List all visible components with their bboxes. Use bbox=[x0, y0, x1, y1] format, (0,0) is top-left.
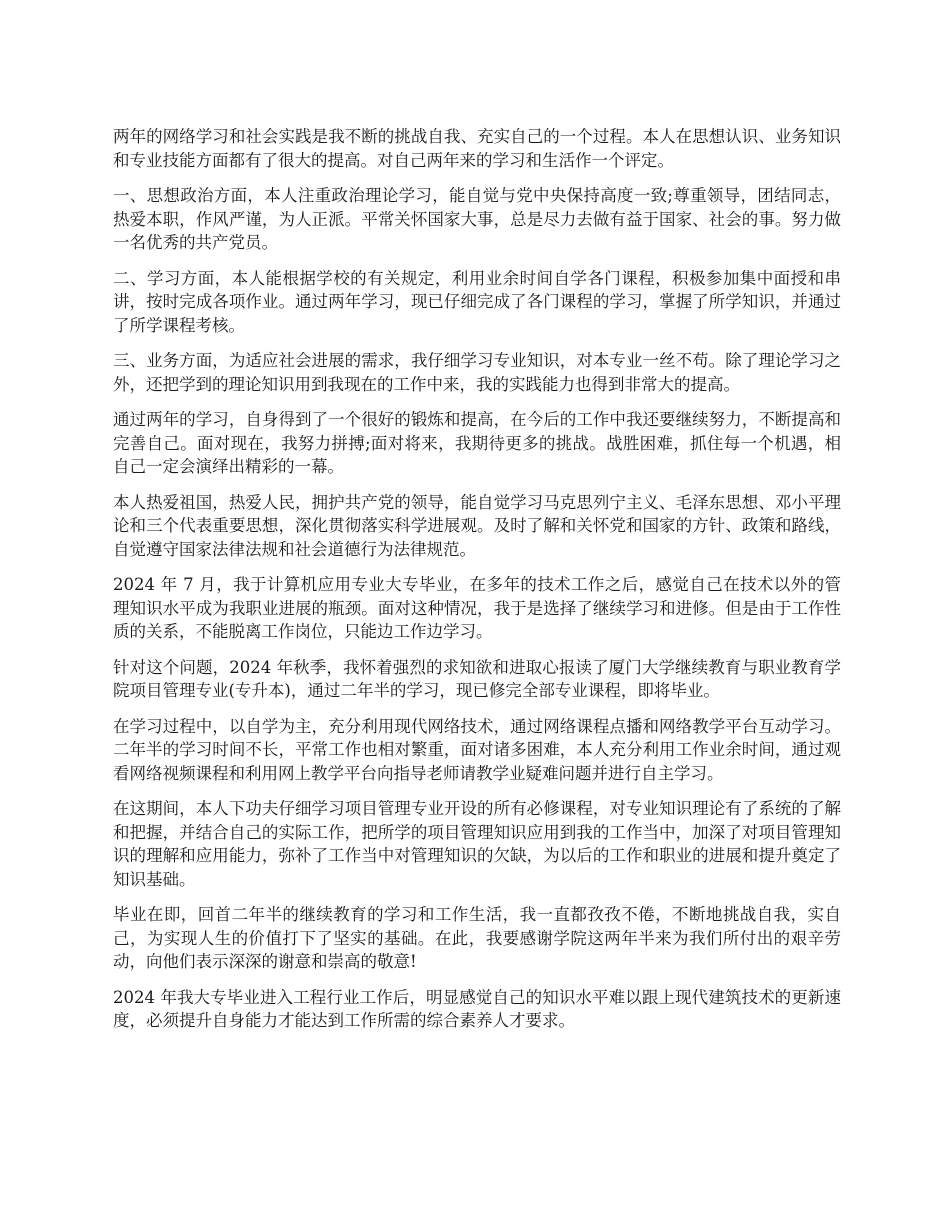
paragraph-10: 在这期间，本人下功夫仔细学习项目管理专业开设的所有必修课程，对专业知识理论有了系统的了解和把握，并结合自己的实际工作，把所学的项目管理知识应用到我的工作当中，加深了对项目管理知识的理解和应用能力，弥补了工作当中对管理知识的欠缺，为以后的工作和职业的进展和提升奠定了知识基础。 bbox=[113, 799, 841, 889]
document-page bbox=[113, 125, 841, 1045]
paragraph-7: 2024 年 7 月，我于计算机应用专业大专毕业，在多年的技术工作之后，感觉自己在技术以外的管理知识水平成为我职业进展的瓶颈。面对这种情况，我于是选择了继续学习和进修。但是由于工作性质的关系，不能脱离工作岗位，只能边工作边学习。 bbox=[113, 575, 841, 641]
paragraph-6: 本人热爱祖国，热爱人民，拥护共产党的领导，能自觉学习马克思列宁主义、毛泽东思想、邓小平理论和三个代表重要思想，深化贯彻落实科学进展观。及时了解和关怀党和国家的方针、政策和路线，自觉遵守国家法律法规和社会道德行为法律规范。 bbox=[113, 492, 841, 559]
paragraph-2: 一、思想政治方面，本人注重政治理论学习，能自觉与党中央保持高度一致;尊重领导，团结同志，热爱本职，作风严谨，为人正派。平常关怀国家大事，总是尽力去做有益于国家、社会的事。努力做一名优秀的共产党员。 bbox=[113, 186, 841, 252]
paragraph-1: 两年的网络学习和社会实践是我不断的挑战自我、充实自己的一个过程。本人在思想认识、业务知识和专业技能方面都有了很大的提高。对自己两年来的学习和生活作一个评定。 bbox=[113, 127, 841, 170]
paragraph-4: 三、业务方面，为适应社会进展的需求，我仔细学习专业知识，对本专业一丝不苟。除了理论学习之外，还把学到的理论知识用到我现在的工作中来，我的实践能力也得到非常大的提高。 bbox=[113, 351, 841, 394]
paragraph-8: 针对这个问题，2024 年秋季，我怀着强烈的求知欲和进取心报读了厦门大学继续教育与职业教育学院项目管理专业(专升本)，通过二年半的学习，现已修完全部专业课程，即将毕业。 bbox=[113, 657, 841, 700]
paragraph-12: 2024 年我大专毕业进入工程行业工作后，明显感觉自己的知识水平难以跟上现代建筑技术的更新速度，必须提升自身能力才能达到工作所需的综合素养人才要求。 bbox=[113, 987, 841, 1030]
paragraph-9: 在学习过程中，以自学为主，充分利用现代网络技术，通过网络课程点播和网络教学平台互动学习。二年半的学习时间不长，平常工作也相对繁重，面对诸多困难，本人充分利用工作业余时间，通过观看网络视频课程和利用网上教学平台向指导老师请教学业疑难问题并进行自主学习。 bbox=[113, 716, 841, 783]
paragraph-11: 毕业在即，回首二年半的继续教育的学习和工作生活，我一直都孜孜不倦，不断地挑战自我，实自己，为实现人生的价值打下了坚实的基础。在此，我要感谢学院这两年半来为我们所付出的艰辛劳动，向他们表示深深的谢意和崇高的敬意! bbox=[113, 905, 841, 971]
paragraph-3: 二、学习方面，本人能根据学校的有关规定，利用业余时间自学各门课程，积极参加集中面授和串讲，按时完成各项作业。通过两年学习，现已仔细完成了各门课程的学习，掌握了所学知识，并通过了所学课程考核。 bbox=[113, 268, 841, 335]
paragraph-5: 通过两年的学习，自身得到了一个很好的锻炼和提高，在今后的工作中我还要继续努力，不断提高和完善自己。面对现在，我努力拼搏;面对将来，我期待更多的挑战。战胜困难，抓住每一个机遇，相自己一定会演绎出精彩的一幕。 bbox=[113, 410, 841, 476]
